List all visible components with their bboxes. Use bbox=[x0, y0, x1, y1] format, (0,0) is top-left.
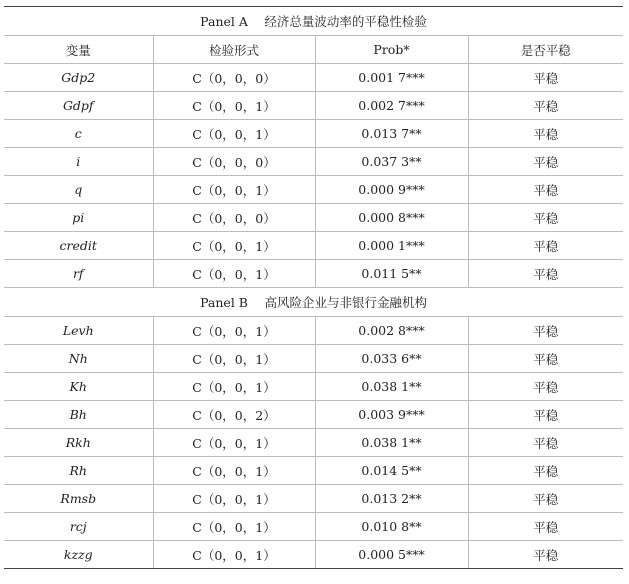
header-test-form: 检验形式 bbox=[153, 36, 315, 64]
result-cell: 平稳 bbox=[468, 345, 623, 373]
prob-cell: 0.037 3** bbox=[315, 148, 468, 176]
table-row bbox=[4, 373, 623, 401]
table-row bbox=[4, 457, 623, 485]
result-cell: 平稳 bbox=[468, 260, 623, 288]
variable-cell: kzzg bbox=[4, 541, 153, 569]
result-cell: 平稳 bbox=[468, 373, 623, 401]
table-row bbox=[4, 345, 623, 373]
test-form-cell: C（0，0，1） bbox=[153, 345, 315, 373]
result-cell: 平稳 bbox=[468, 317, 623, 345]
prob-cell: 0.038 1** bbox=[315, 373, 468, 401]
prob-cell: 0.014 5** bbox=[315, 457, 468, 485]
table-row bbox=[4, 232, 623, 260]
test-form-cell: C（0，0，1） bbox=[153, 541, 315, 569]
table-row bbox=[4, 429, 623, 457]
variable-cell: q bbox=[4, 176, 153, 204]
prob-cell: 0.000 8*** bbox=[315, 204, 468, 232]
result-cell: 平稳 bbox=[468, 401, 623, 429]
table-row bbox=[4, 204, 623, 232]
table-row bbox=[4, 401, 623, 429]
variable-cell: Rkh bbox=[4, 429, 153, 457]
stationarity-test-table bbox=[4, 6, 623, 569]
result-cell: 平稳 bbox=[468, 541, 623, 569]
table-row bbox=[4, 317, 623, 345]
prob-cell: 0.010 8** bbox=[315, 513, 468, 541]
test-form-cell: C（0，0，0） bbox=[153, 204, 315, 232]
variable-cell: rcj bbox=[4, 513, 153, 541]
result-cell: 平稳 bbox=[468, 429, 623, 457]
table-row bbox=[4, 148, 623, 176]
test-form-cell: C（0，0，1） bbox=[153, 260, 315, 288]
variable-cell: Nh bbox=[4, 345, 153, 373]
test-form-cell: C（0，0，1） bbox=[153, 457, 315, 485]
result-cell: 平稳 bbox=[468, 513, 623, 541]
variable-cell: Gdp2 bbox=[4, 64, 153, 92]
variable-cell: Gdpf bbox=[4, 92, 153, 120]
variable-cell: Rmsb bbox=[4, 485, 153, 513]
prob-cell: 0.002 7*** bbox=[315, 92, 468, 120]
prob-cell: 0.003 9*** bbox=[315, 401, 468, 429]
test-form-cell: C（0，0，1） bbox=[153, 176, 315, 204]
table-row bbox=[4, 120, 623, 148]
test-form-cell: C（0，0，1） bbox=[153, 120, 315, 148]
panel-b-title: Panel B 高风险企业与非银行金融机构 bbox=[4, 288, 623, 317]
test-form-cell: C（0，0，1） bbox=[153, 232, 315, 260]
prob-cell: 0.011 5** bbox=[315, 260, 468, 288]
result-cell: 平稳 bbox=[468, 176, 623, 204]
test-form-cell: C（0，0，1） bbox=[153, 513, 315, 541]
test-form-cell: C（0，0，1） bbox=[153, 485, 315, 513]
panel-a-title: Panel A 经济总量波动率的平稳性检验 bbox=[4, 7, 623, 36]
table-row bbox=[4, 92, 623, 120]
prob-cell: 0.000 5*** bbox=[315, 541, 468, 569]
result-cell: 平稳 bbox=[468, 232, 623, 260]
header-prob: Prob* bbox=[315, 36, 468, 64]
prob-cell: 0.013 7** bbox=[315, 120, 468, 148]
test-form-cell: C（0，0，1） bbox=[153, 92, 315, 120]
variable-cell: Bh bbox=[4, 401, 153, 429]
prob-cell: 0.000 9*** bbox=[315, 176, 468, 204]
table-row bbox=[4, 513, 623, 541]
header-stationary: 是否平稳 bbox=[468, 36, 623, 64]
prob-cell: 0.001 7*** bbox=[315, 64, 468, 92]
prob-cell: 0.013 2** bbox=[315, 485, 468, 513]
test-form-cell: C（0，0，0） bbox=[153, 148, 315, 176]
variable-cell: Rh bbox=[4, 457, 153, 485]
panel-a-title-row bbox=[4, 7, 623, 36]
result-cell: 平稳 bbox=[468, 485, 623, 513]
result-cell: 平稳 bbox=[468, 64, 623, 92]
variable-cell: i bbox=[4, 148, 153, 176]
variable-cell: c bbox=[4, 120, 153, 148]
prob-cell: 0.000 1*** bbox=[315, 232, 468, 260]
test-form-cell: C（0，0，1） bbox=[153, 373, 315, 401]
test-form-cell: C（0，0，2） bbox=[153, 401, 315, 429]
variable-cell: pi bbox=[4, 204, 153, 232]
result-cell: 平稳 bbox=[468, 92, 623, 120]
prob-cell: 0.033 6** bbox=[315, 345, 468, 373]
table-row bbox=[4, 485, 623, 513]
result-cell: 平稳 bbox=[468, 457, 623, 485]
table-row bbox=[4, 541, 623, 569]
table-row bbox=[4, 176, 623, 204]
prob-cell: 0.038 1** bbox=[315, 429, 468, 457]
table-row bbox=[4, 64, 623, 92]
header-row bbox=[4, 36, 623, 64]
result-cell: 平稳 bbox=[468, 148, 623, 176]
result-cell: 平稳 bbox=[468, 204, 623, 232]
result-cell: 平稳 bbox=[468, 120, 623, 148]
panel-b-title-row bbox=[4, 288, 623, 317]
header-variable: 变量 bbox=[4, 36, 153, 64]
prob-cell: 0.002 8*** bbox=[315, 317, 468, 345]
variable-cell: rf bbox=[4, 260, 153, 288]
variable-cell: credit bbox=[4, 232, 153, 260]
table-row bbox=[4, 260, 623, 288]
test-form-cell: C（0，0，0） bbox=[153, 64, 315, 92]
test-form-cell: C（0，0，1） bbox=[153, 429, 315, 457]
variable-cell: Levh bbox=[4, 317, 153, 345]
test-form-cell: C（0，0，1） bbox=[153, 317, 315, 345]
variable-cell: Kh bbox=[4, 373, 153, 401]
